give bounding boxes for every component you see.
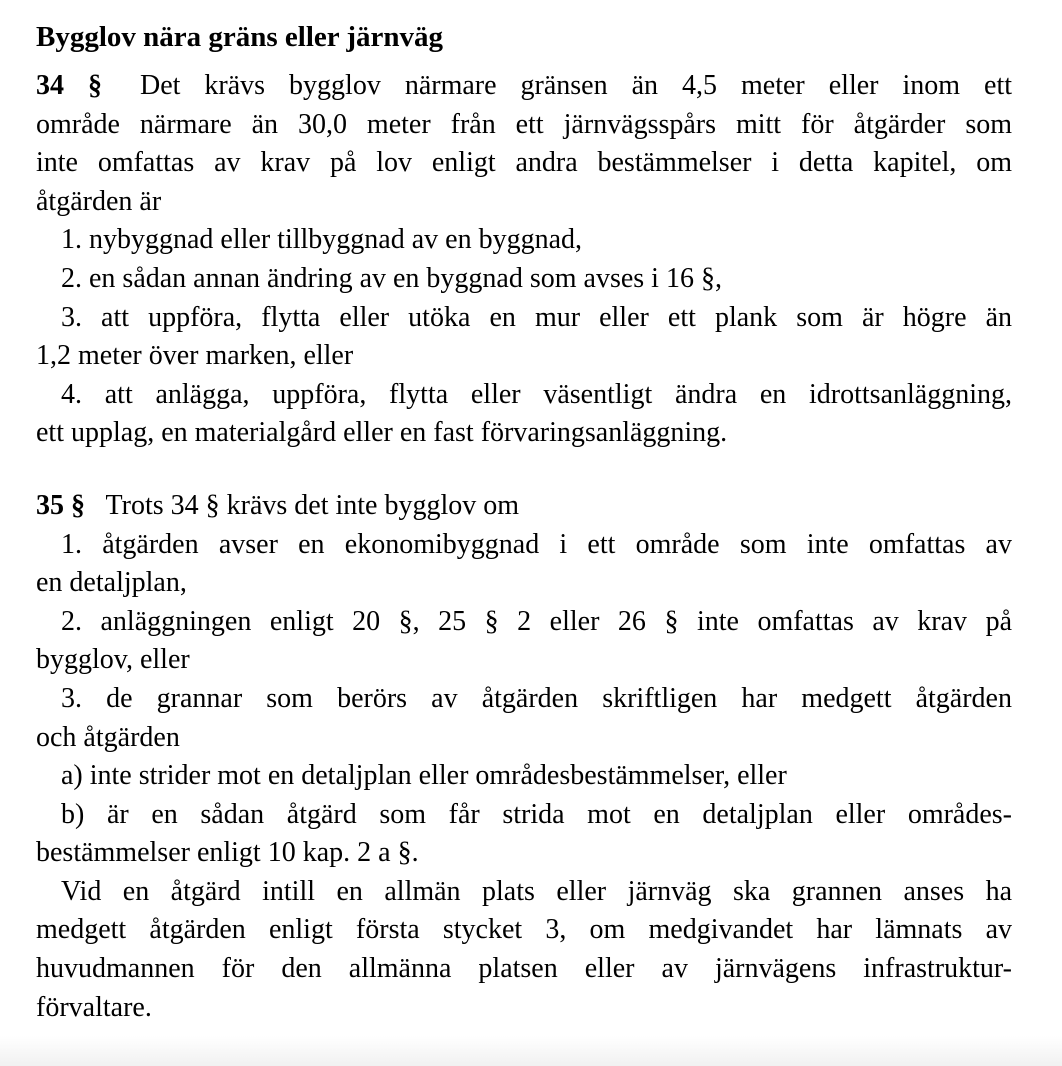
section-35 <box>36 487 1012 1027</box>
paragraph <box>36 487 1012 526</box>
text-line: en detaljplan, <box>36 567 187 599</box>
section-34 <box>36 67 1012 453</box>
text-line: 1. åtgärden avser en ekonomibyggnad i ett område som inte omfattas av <box>61 528 1012 560</box>
text-line: bestämmelser enligt 10 kap. 2 a §. <box>36 837 419 869</box>
section-number: 35 § <box>36 489 85 521</box>
paragraph <box>36 680 1012 757</box>
text-line: huvudmannen för den allmänna platsen eller av järnvägens infrastruktur- <box>36 953 1012 985</box>
text-line: 3. de grannar som berörs av åtgärden skriftligen har medgett åtgärden <box>61 682 1012 714</box>
paragraph <box>36 67 1012 221</box>
text-line: 2. anläggningen enligt 20 §, 25 § 2 eller 26 § inte omfattas av krav på <box>61 605 1012 637</box>
text-line: 1. nybyggnad eller tillbyggnad av en byggnad, <box>61 224 582 256</box>
paragraph <box>36 221 1012 260</box>
paragraph <box>36 757 1012 796</box>
paragraph <box>36 526 1012 603</box>
text-line: 3. att uppföra, flytta eller utöka en mur eller ett plank som är högre än <box>61 301 1012 333</box>
text-line: ett upplag, en materialgård eller en fast förvaringsanläggning. <box>36 417 728 449</box>
text-line: bygglov, eller <box>36 644 190 676</box>
document-content <box>36 17 1012 1027</box>
text-line: medgett åtgärden enligt första stycket 3, om medgivandet har lämnats av <box>36 914 1012 946</box>
paragraph <box>36 299 1012 376</box>
paragraph <box>36 376 1012 453</box>
page-bottom-edge <box>0 1036 1062 1066</box>
text-line: inte omfattas av krav på lov enligt andra bestämmelser i detta kapitel, om <box>36 147 1012 179</box>
text-line: 1,2 meter över marken, eller <box>36 340 354 372</box>
text-line: 34 § Det krävs bygglov närmare gränsen än 4,5 meter eller inom ett <box>36 70 1013 101</box>
paragraph <box>36 260 1012 299</box>
paragraph <box>36 603 1012 680</box>
text-line: a) inte strider mot en detaljplan eller områdesbestämmelser, eller <box>61 760 787 792</box>
text-line: b) är en sådan åtgärd som får strida mot en detaljplan eller områdes- <box>61 798 1012 830</box>
text-line: Vid en åtgärd intill en allmän plats eller järnväg ska grannen anses ha <box>61 875 1012 907</box>
document-heading: Bygglov nära gräns eller järnväg <box>36 21 444 53</box>
paragraph <box>36 796 1012 873</box>
text-line: och åtgärden <box>36 721 180 753</box>
text-line: 35 § Trots 34 § krävs det inte bygglov om <box>36 489 520 521</box>
text-line: åtgärden är <box>36 185 162 217</box>
text-line: 2. en sådan annan ändring av en byggnad som avses i 16 §, <box>61 262 722 294</box>
section-number: 34 § <box>36 70 102 101</box>
paragraph <box>36 873 1012 1027</box>
text-line: förvaltare. <box>36 991 152 1023</box>
text-line: 4. att anlägga, uppföra, flytta eller väsentligt ändra en idrottsanläggning, <box>61 378 1012 410</box>
text-line: område närmare än 30,0 meter från ett järnvägsspårs mitt för åtgärder som <box>36 108 1012 140</box>
document-body <box>36 67 1012 1027</box>
